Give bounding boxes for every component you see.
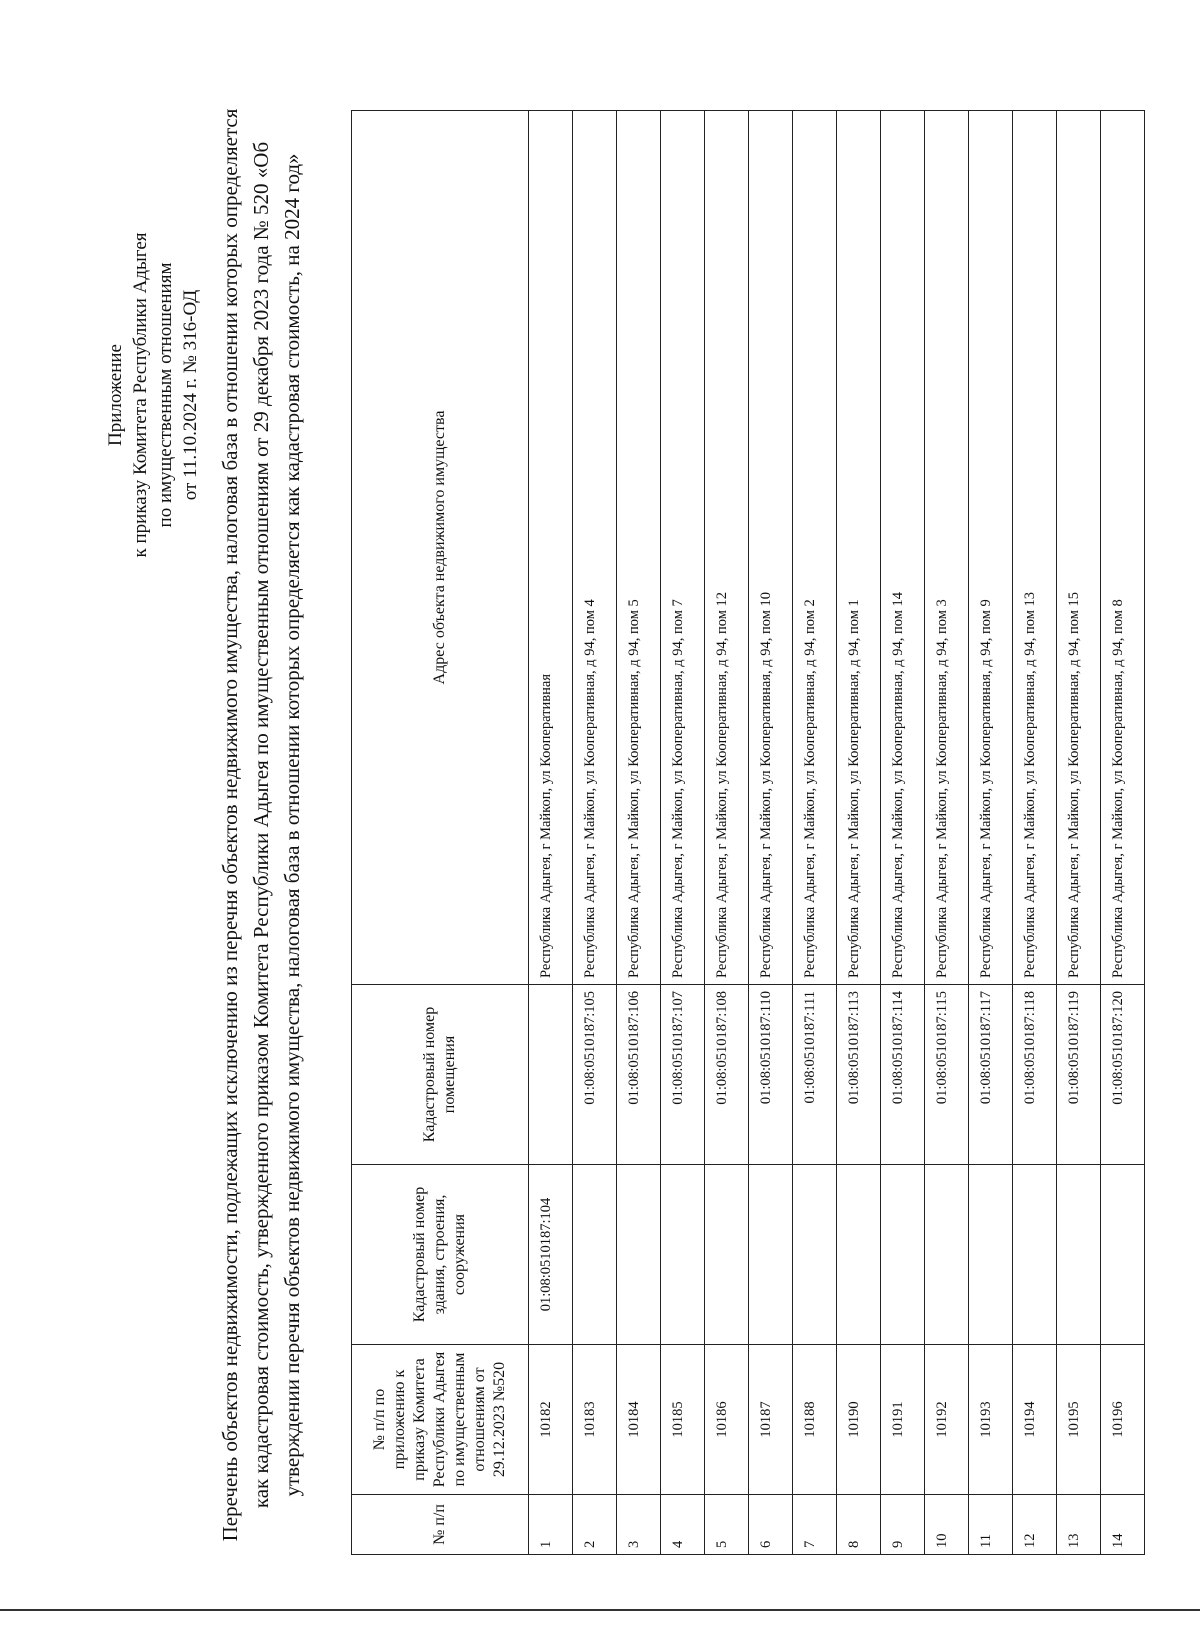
appendix-line-order: к приказу Комитета Республики Адыгея <box>130 232 151 558</box>
cell-address: Республика Адыгея, г Майкоп, ул Кооперативная, д 94, пом 3 <box>925 111 969 985</box>
table-row <box>969 111 1013 1555</box>
table-row <box>529 111 573 1555</box>
document-heading: Перечень объектов недвижимости, подлежащих исключению из перечня объектов недвижимого имущества, налоговая база в отношении которых определяется как кадастровая стоимость, утвержденного приказом Комитета Республики Адыгея по имущественным отношениям от 29 декабря 2023 года № 520 «Об утверждении перечня объектов недвижимого имущества, налоговая база в отношении которых определяется как кадастровая стоимость, на 2024 год» <box>218 108 304 1542</box>
cell-building: 01:08:0510187:104 <box>529 1165 573 1345</box>
header-address: Адрес объекта недвижимого имущества <box>352 111 529 985</box>
cell-ref: 10184 <box>617 1345 661 1495</box>
scan-edge-line <box>0 1609 1200 1611</box>
cell-building <box>1101 1165 1145 1345</box>
cell-num: 1 <box>529 1495 573 1555</box>
cell-address: Республика Адыгея, г Майкоп, ул Кооперативная, д 94, пом 9 <box>969 111 1013 985</box>
cell-building <box>969 1165 1013 1345</box>
cell-building <box>881 1165 925 1345</box>
cell-room: 01:08:0510187:106 <box>617 985 661 1165</box>
cell-room: 01:08:0510187:115 <box>925 985 969 1165</box>
cell-address: Республика Адыгея, г Майкоп, ул Кооперативная, д 94, пом 7 <box>661 111 705 985</box>
table-row <box>1101 111 1145 1555</box>
cell-ref: 10188 <box>793 1345 837 1495</box>
cell-room: 01:08:0510187:105 <box>573 985 617 1165</box>
cell-room: 01:08:0510187:113 <box>837 985 881 1165</box>
cell-room: 01:08:0510187:120 <box>1101 985 1145 1165</box>
table-row <box>881 111 925 1555</box>
cell-building <box>573 1165 617 1345</box>
cell-num: 8 <box>837 1495 881 1555</box>
cell-address: Республика Адыгея, г Майкоп, ул Кооперативная, д 94, пом 12 <box>705 111 749 985</box>
header-num: № п/п <box>352 1495 529 1555</box>
header-building: Кадастровый номер здания, строения, сооружения <box>352 1165 529 1345</box>
rotated-content <box>95 85 1126 1565</box>
cell-room: 01:08:0510187:110 <box>749 985 793 1165</box>
cell-building <box>837 1165 881 1345</box>
cell-address: Республика Адыгея, г Майкоп, ул Кооперативная, д 94, пом 14 <box>881 111 925 985</box>
cell-address: Республика Адыгея, г Майкоп, ул Кооперативная, д 94, пом 1 <box>837 111 881 985</box>
cell-ref: 10196 <box>1101 1345 1145 1495</box>
table-header-row <box>352 111 529 1555</box>
header-room: Кадастровый номер помещения <box>352 985 529 1165</box>
cell-ref: 10185 <box>661 1345 705 1495</box>
cell-num: 2 <box>573 1495 617 1555</box>
cell-num: 13 <box>1057 1495 1101 1555</box>
cell-num: 9 <box>881 1495 925 1555</box>
cell-address: Республика Адыгея, г Майкоп, ул Кооперативная, д 94, пом 13 <box>1013 111 1057 985</box>
cell-room: 01:08:0510187:119 <box>1057 985 1101 1165</box>
cell-building <box>925 1165 969 1345</box>
cell-room: 01:08:0510187:108 <box>705 985 749 1165</box>
appendix-block <box>103 115 203 675</box>
cell-ref: 10190 <box>837 1345 881 1495</box>
cell-address: Республика Адыгея, г Майкоп, ул Кооперативная <box>529 111 573 985</box>
cell-ref: 10194 <box>1013 1345 1057 1495</box>
cell-ref: 10193 <box>969 1345 1013 1495</box>
cell-num: 3 <box>617 1495 661 1555</box>
cell-ref: 10195 <box>1057 1345 1101 1495</box>
cell-address: Республика Адыгея, г Майкоп, ул Кооперативная, д 94, пом 4 <box>573 111 617 985</box>
cell-building <box>661 1165 705 1345</box>
appendix-line-committee: по имущественным отношениям <box>155 262 176 528</box>
cell-address: Республика Адыгея, г Майкоп, ул Кооперативная, д 94, пом 8 <box>1101 111 1145 985</box>
cell-address: Республика Адыгея, г Майкоп, ул Кооперативная, д 94, пом 2 <box>793 111 837 985</box>
table-row <box>1057 111 1101 1555</box>
cell-building <box>1057 1165 1101 1345</box>
cell-room: 01:08:0510187:107 <box>661 985 705 1165</box>
table-row <box>925 111 969 1555</box>
table-row <box>749 111 793 1555</box>
table-row <box>793 111 837 1555</box>
cell-room <box>529 985 573 1165</box>
table-body <box>529 111 1145 1555</box>
cell-num: 4 <box>661 1495 705 1555</box>
cell-building <box>793 1165 837 1345</box>
cell-address: Республика Адыгея, г Майкоп, ул Кооперативная, д 94, пом 5 <box>617 111 661 985</box>
table-row <box>705 111 749 1555</box>
cell-building <box>617 1165 661 1345</box>
table-row <box>617 111 661 1555</box>
cell-ref: 10192 <box>925 1345 969 1495</box>
property-table <box>351 110 1145 1555</box>
cell-num: 7 <box>793 1495 837 1555</box>
cell-ref: 10182 <box>529 1345 573 1495</box>
cell-address: Республика Адыгея, г Майкоп, ул Кооперативная, д 94, пом 10 <box>749 111 793 985</box>
appendix-line-date: от 11.10.2024 г. № 316-ОД <box>180 289 201 501</box>
appendix-title: Приложение <box>105 344 126 446</box>
cell-num: 10 <box>925 1495 969 1555</box>
cell-room: 01:08:0510187:118 <box>1013 985 1057 1165</box>
cell-building <box>749 1165 793 1345</box>
cell-room: 01:08:0510187:111 <box>793 985 837 1165</box>
cell-num: 11 <box>969 1495 1013 1555</box>
cell-ref: 10183 <box>573 1345 617 1495</box>
cell-num: 6 <box>749 1495 793 1555</box>
cell-ref: 10187 <box>749 1345 793 1495</box>
cell-room: 01:08:0510187:117 <box>969 985 1013 1165</box>
cell-address: Республика Адыгея, г Майкоп, ул Кооперативная, д 94, пом 15 <box>1057 111 1101 985</box>
table-row <box>837 111 881 1555</box>
cell-room: 01:08:0510187:114 <box>881 985 925 1165</box>
cell-building <box>705 1165 749 1345</box>
table-row <box>661 111 705 1555</box>
cell-ref: 10186 <box>705 1345 749 1495</box>
header-ref: № п/п по приложению к приказу Комитета Республики Адыгея по имущественным отношениям от 29.12.2023 №520 <box>352 1345 529 1495</box>
cell-num: 14 <box>1101 1495 1145 1555</box>
cell-ref: 10191 <box>881 1345 925 1495</box>
cell-num: 5 <box>705 1495 749 1555</box>
cell-num: 12 <box>1013 1495 1057 1555</box>
table-row <box>573 111 617 1555</box>
cell-building <box>1013 1165 1057 1345</box>
table-row <box>1013 111 1057 1555</box>
